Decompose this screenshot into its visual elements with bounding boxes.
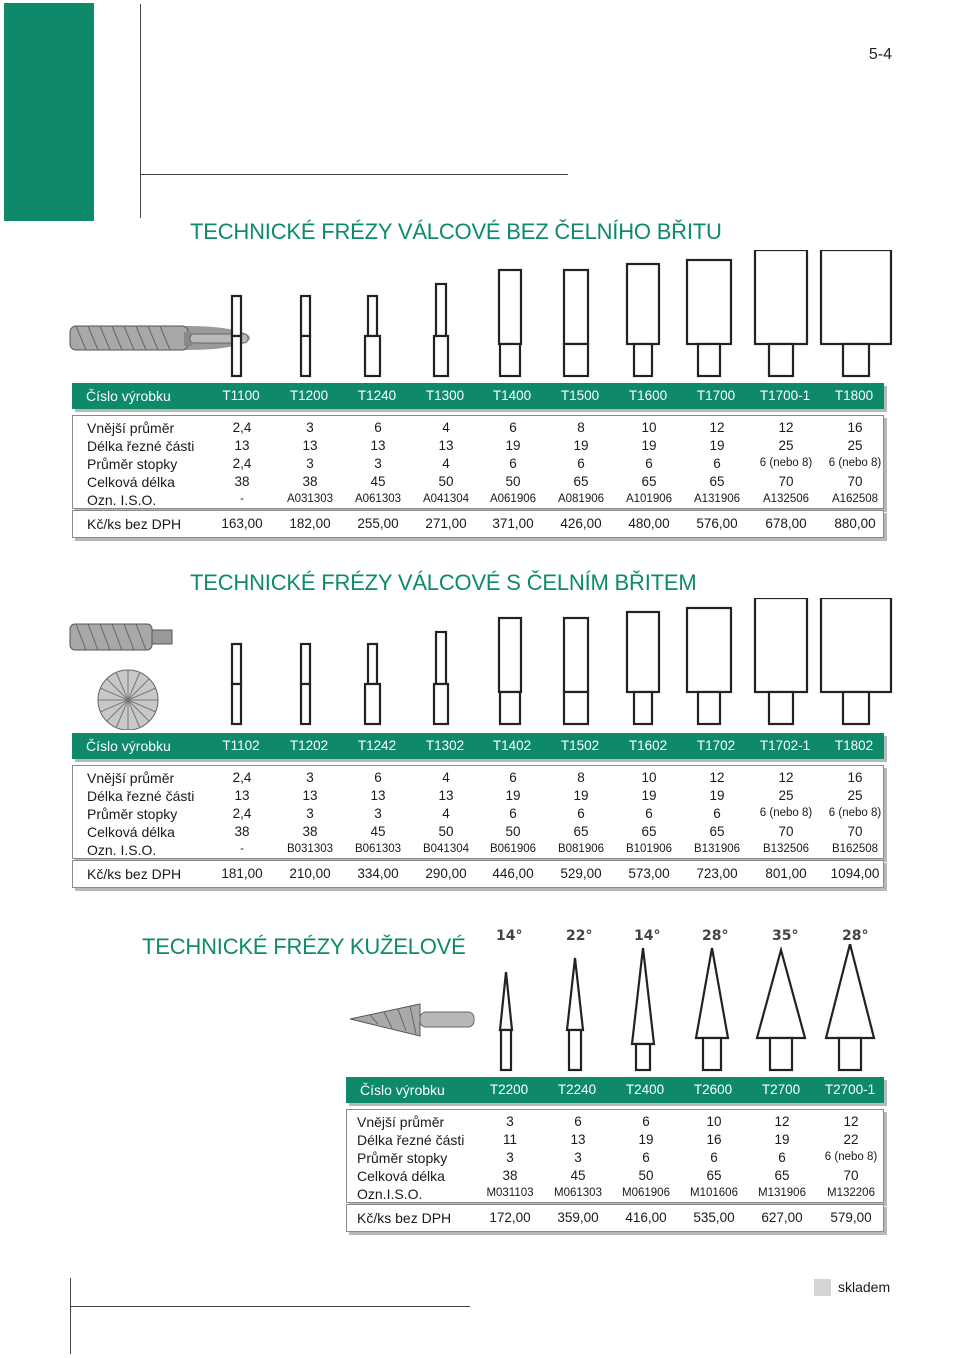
spec-value: 2,4 [232,806,252,821]
spec-value: 6 [374,770,382,785]
spec-value: 38 [302,824,318,839]
spec-value: 13 [370,788,386,803]
product-code: T1500 [560,388,600,403]
crop-line [70,1278,71,1354]
spec-value: 45 [370,824,386,839]
spec-value: 38 [234,474,250,489]
spec-value: 6 [645,806,653,821]
product-code: T2700 [761,1082,801,1097]
spec-value: A131906 [693,493,741,505]
spec-value: 12 [778,770,794,785]
section-title: TECHNICKÉ FRÉZY VÁLCOVÉ BEZ ČELNÍHO BŘITU [190,219,722,244]
spec-value: B132506 [762,843,810,855]
spec-value: 6 [713,456,721,471]
spec-label: Délka řezné části [357,1132,465,1148]
spec-value: 6 [642,1114,650,1129]
spec-value: 8 [577,770,585,785]
spec-value: 12 [709,770,725,785]
product-code: T1800 [834,388,874,403]
spec-value: 70 [847,824,863,839]
product-table-3 [346,1077,884,1235]
spec-value: 50 [505,474,521,489]
spec-value: 13 [302,438,318,453]
spec-value: 19 [774,1132,790,1147]
product-code: T1402 [492,738,532,753]
spec-value: 11 [502,1132,517,1147]
spec-value: 6 [577,456,585,471]
price-value: 535,00 [693,1210,735,1225]
price-value: 182,00 [289,516,331,531]
table-header [72,383,884,409]
stock-legend-swatch [814,1279,831,1296]
spec-value: 12 [843,1114,859,1129]
spec-value: 6 [374,420,382,435]
spec-value: 4 [442,456,450,471]
tool-outline [232,296,241,336]
product-table-1 [72,383,884,541]
product-code: T1400 [492,388,532,403]
spec-value: 3 [574,1150,582,1165]
spec-label: Délka řezné části [87,438,195,454]
spec-value: 65 [641,824,657,839]
spec-value: B101906 [625,843,673,855]
price-value: 480,00 [628,516,670,531]
spec-value: 12 [778,420,794,435]
spec-value: - [240,493,244,505]
spec-value: B031303 [286,843,334,855]
spec-value: 65 [709,824,725,839]
spec-label: Průměr stopky [357,1150,448,1166]
spec-value: A061906 [489,493,537,505]
spec-value: A101906 [625,493,673,505]
spec-label: Průměr stopky [87,806,178,822]
spec-label: Celková délka [87,474,175,490]
spec-value: 19 [641,788,657,803]
product-code: T1302 [425,738,465,753]
spec-value: M132206 [827,1187,875,1199]
spec-value: 10 [706,1114,722,1129]
spec-value: 13 [438,788,454,803]
spec-value: 19 [709,438,725,453]
price-value: 426,00 [560,516,602,531]
spec-value: B162508 [831,843,879,855]
spec-value: 38 [502,1168,518,1183]
price-value: 576,00 [696,516,738,531]
spec-label: Délka řezné části [87,788,195,804]
crop-line [140,174,568,175]
product-code: T1702-1 [759,738,811,753]
product-code: T1700-1 [759,388,811,403]
product-code: T1240 [357,388,397,403]
angle-label: 22° [566,928,593,944]
price-box [346,1204,884,1232]
burr-photo [70,326,250,350]
spec-value: 50 [505,824,521,839]
spec-label: Vnější průměr [87,770,175,786]
spec-value: 50 [438,824,454,839]
spec-value: 6 [710,1150,718,1165]
spec-value: 6 [574,1114,582,1129]
spec-value: 6 [509,770,517,785]
table-header [346,1077,884,1103]
spec-value: 65 [706,1168,722,1183]
price-value: 1094,00 [830,866,880,881]
spec-box [72,415,884,509]
spec-box [346,1109,884,1203]
spec-value: B041304 [422,843,470,855]
spec-value: A041304 [422,493,470,505]
spec-label: Vnější průměr [357,1114,445,1130]
spec-value: 16 [847,420,863,435]
spec-value: 13 [234,438,250,453]
spec-value: 3 [306,770,314,785]
spec-value: 6 (nebo 8) [824,1151,878,1163]
product-table-2 [72,733,884,891]
spec-value: 22 [843,1132,859,1147]
spec-value: 8 [577,420,585,435]
price-value: 678,00 [765,516,807,531]
spec-value: 19 [573,438,589,453]
spec-value: 3 [374,806,382,821]
price-value: 334,00 [357,866,399,881]
price-value: 172,00 [489,1210,531,1225]
spec-value: 12 [709,420,725,435]
spec-value: 45 [570,1168,586,1183]
header-label: Číslo výrobku [360,1082,445,1098]
spec-value: 10 [641,420,657,435]
spec-value: 3 [374,456,382,471]
spec-value: 13 [438,438,454,453]
spec-value: 65 [641,474,657,489]
burr-photo [70,624,172,730]
spec-value: B131906 [693,843,741,855]
product-code: T2700-1 [824,1082,876,1097]
spec-value: 6 (nebo 8) [759,457,813,469]
spec-value: 50 [638,1168,654,1183]
product-code: T1802 [834,738,874,753]
cone-burr-photo [350,1004,474,1036]
product-code: T2600 [693,1082,733,1097]
spec-label: Vnější průměr [87,420,175,436]
spec-value: 13 [302,788,318,803]
spec-value: 4 [442,806,450,821]
price-box [72,860,884,888]
tools-illustration [66,598,896,730]
spec-value: 10 [641,770,657,785]
price-value: 271,00 [425,516,467,531]
spec-value: B061906 [489,843,537,855]
price-box [72,510,884,538]
header-label: Číslo výrobku [86,738,171,754]
product-code: T1502 [560,738,600,753]
spec-value: 3 [306,420,314,435]
spec-value: 6 [713,806,721,821]
spec-value: 65 [573,474,589,489]
spec-value: 13 [370,438,386,453]
spec-value: M131906 [758,1187,806,1199]
spec-label: Průměr stopky [87,456,178,472]
spec-value: 70 [847,474,863,489]
price-value: 573,00 [628,866,670,881]
spec-value: 70 [778,824,794,839]
spec-value: 16 [847,770,863,785]
spec-value: M031103 [486,1187,534,1199]
spec-value: 45 [370,474,386,489]
spec-value: B081906 [557,843,605,855]
price-value: 723,00 [696,866,738,881]
spec-value: M101606 [690,1187,738,1199]
product-code: T2240 [557,1082,597,1097]
price-value: 290,00 [425,866,467,881]
spec-value: 38 [234,824,250,839]
angle-label: 14° [496,928,523,944]
price-value: 255,00 [357,516,399,531]
price-value: 801,00 [765,866,807,881]
spec-value: 70 [778,474,794,489]
spec-value: 65 [709,474,725,489]
spec-value: 13 [234,788,250,803]
table-header [72,733,884,759]
spec-value: 19 [641,438,657,453]
spec-value: 6 (nebo 8) [759,807,813,819]
spec-label: Ozn.I.S.O. [357,1186,423,1202]
spec-value: 25 [778,788,794,803]
spec-value: 4 [442,770,450,785]
spec-value: 6 [577,806,585,821]
price-label: Kč/ks bez DPH [87,516,182,532]
product-code: T1702 [696,738,736,753]
spec-value: 65 [573,824,589,839]
tools-illustration [66,250,896,378]
price-label: Kč/ks bez DPH [87,866,182,882]
spec-value: A132506 [762,493,810,505]
green-corner-block [4,3,94,221]
spec-value: 6 (nebo 8) [828,457,882,469]
spec-value: - [240,843,244,855]
spec-value: 6 (nebo 8) [828,807,882,819]
price-value: 579,00 [830,1210,872,1225]
spec-value: 38 [302,474,318,489]
spec-label: Celková délka [357,1168,445,1184]
spec-value: 19 [505,788,521,803]
spec-label: Ozn. I.S.O. [87,842,157,858]
spec-box [72,765,884,859]
page-number: 5-4 [868,46,892,63]
spec-value: 6 [645,456,653,471]
price-value: 416,00 [625,1210,667,1225]
spec-value: 19 [638,1132,654,1147]
spec-value: M061303 [554,1187,602,1199]
spec-value: 3 [306,456,314,471]
spec-value: A162508 [831,493,879,505]
spec-value: 13 [570,1132,586,1147]
spec-value: 70 [843,1168,859,1183]
price-value: 163,00 [221,516,263,531]
spec-value: 25 [778,438,794,453]
spec-value: 2,4 [232,770,252,785]
spec-value: 2,4 [232,456,252,471]
spec-value: 16 [706,1132,722,1147]
price-value: 210,00 [289,866,331,881]
spec-value: M061906 [622,1187,670,1199]
spec-value: 50 [438,474,454,489]
price-value: 446,00 [492,866,534,881]
spec-value: 4 [442,420,450,435]
angle-label: 35° [772,928,799,944]
spec-value: 6 [509,456,517,471]
spec-value: 6 [509,420,517,435]
spec-value: 25 [847,438,863,453]
product-code: T1242 [357,738,397,753]
product-code: T1602 [628,738,668,753]
spec-value: A081906 [557,493,605,505]
product-code: T1200 [289,388,329,403]
product-code: T1600 [628,388,668,403]
spec-label: Celková délka [87,824,175,840]
spec-value: 3 [506,1150,514,1165]
spec-value: 6 [778,1150,786,1165]
spec-value: 19 [709,788,725,803]
product-code: T2400 [625,1082,665,1097]
price-value: 529,00 [560,866,602,881]
product-code: T2200 [489,1082,529,1097]
spec-value: 12 [774,1114,790,1129]
spec-value: 3 [506,1114,514,1129]
section-title: TECHNICKÉ FRÉZY KUŽELOVÉ [142,934,466,959]
cone-tools-illustration [350,944,890,1074]
angle-label: 28° [702,928,729,944]
price-label: Kč/ks bez DPH [357,1210,452,1226]
product-code: T1102 [222,738,260,753]
price-value: 181,00 [221,866,263,881]
spec-value: 25 [847,788,863,803]
spec-label: Ozn. I.S.O. [87,492,157,508]
price-value: 371,00 [492,516,534,531]
spec-value: 6 [642,1150,650,1165]
price-value: 880,00 [834,516,876,531]
product-code: T1300 [425,388,465,403]
spec-value: A061303 [354,493,402,505]
stock-legend-label: skladem [838,1279,891,1295]
spec-value: A031303 [286,493,334,505]
section-title: TECHNICKÉ FRÉZY VÁLCOVÉ S ČELNÍM BŘITEM [190,570,697,595]
angle-label: 14° [634,928,661,944]
spec-value: 2,4 [232,420,252,435]
price-value: 627,00 [761,1210,803,1225]
angle-label: 28° [842,928,869,944]
header-label: Číslo výrobku [86,388,171,404]
product-code: T1700 [696,388,736,403]
spec-value: 6 [509,806,517,821]
spec-value: B061303 [354,843,402,855]
crop-line [70,1306,470,1307]
spec-value: 19 [505,438,521,453]
price-value: 359,00 [557,1210,599,1225]
spec-value: 19 [573,788,589,803]
crop-line [140,4,141,218]
product-code: T1100 [222,388,260,403]
product-code: T1202 [289,738,329,753]
spec-value: 3 [306,806,314,821]
spec-value: 65 [774,1168,790,1183]
